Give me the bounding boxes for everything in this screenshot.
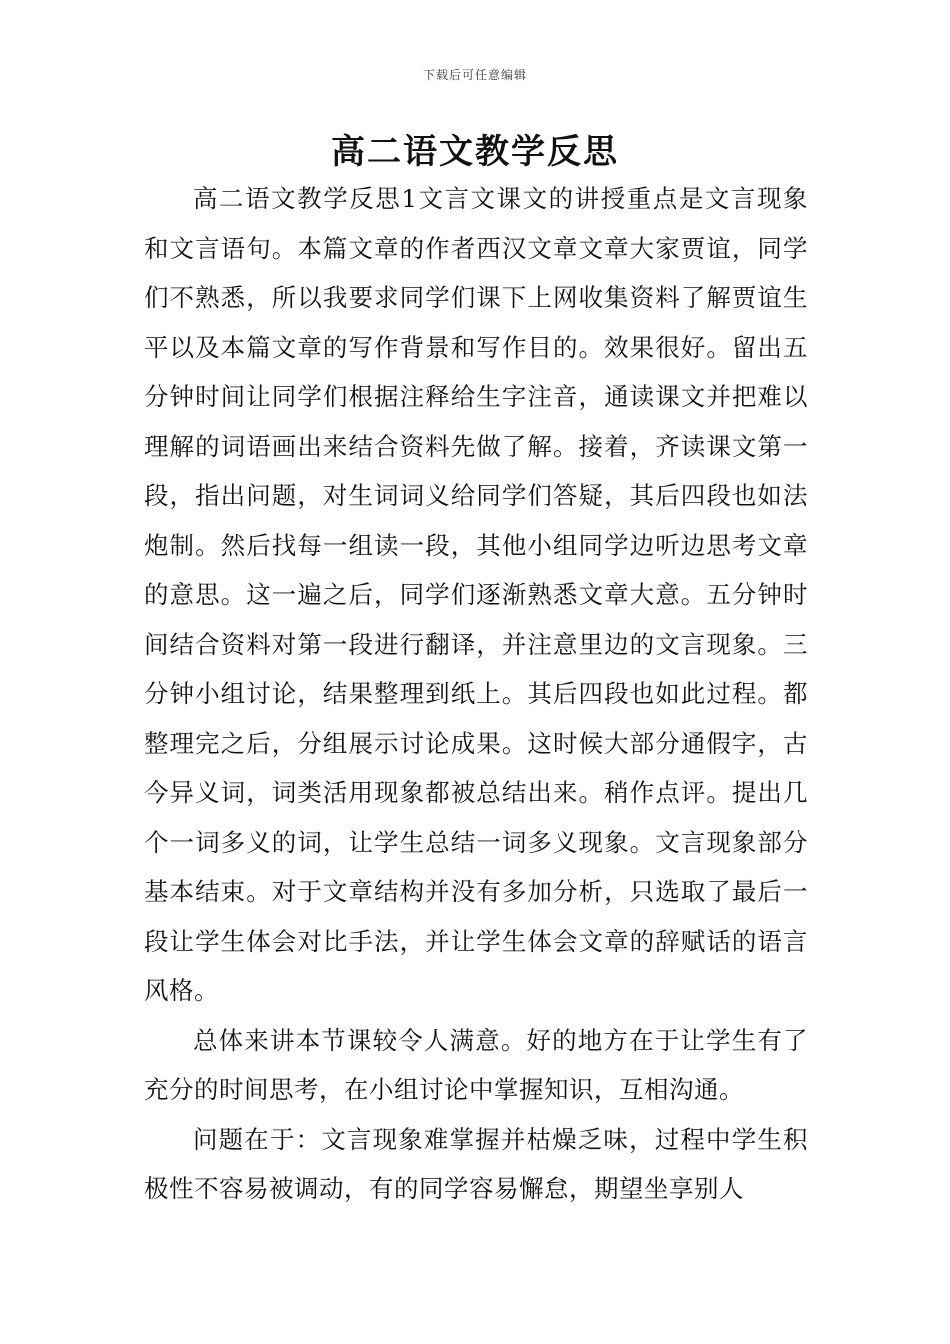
- document-body: [144, 174, 808, 1214]
- paragraph-2: 总体来讲本节课较令人满意。好的地方在于让学生有了充分的时间思考，在小组讨论中掌握知识，互相沟通。: [144, 1025, 808, 1104]
- paragraph-3: 问题在于：文言现象难掌握并枯燥乏味，过程中学生积极性不容易被调动，有的同学容易懈怠，期望坐享别人: [144, 1124, 808, 1203]
- paragraph-1: 高二语文教学反思1文言文课文的讲授重点是文言现象和文言语句。本篇文章的作者西汉文章文章大家贾谊，同学们不熟悉，所以我要求同学们课下上网收集资料了解贾谊生平以及本篇文章的写作背景和写作目的。效果很好。留出五分钟时间让同学们根据注释给生字注音，通读课文并把难以理解的词语画出来结合资料先做了解。接着，齐读课文第一段，指出问题，对生词词义给同学们答疑，其后四段也如法炮制。然后找每一组读一段，其他小组同学边听边思考文章的意思。这一遍之后，同学们逐渐熟悉文章大意。五分钟时间结合资料对第一段进行翻译，并注意里边的文言现象。三分钟小组讨论，结果整理到纸上。其后四段也如此过程。都整理完之后，分组展示讨论成果。这时候大部分通假字，古今异义词，词类活用现象都被总结出来。稍作点评。提出几个一词多义的词，让学生总结一词多义现象。文言现象部分基本结束。对于文章结构并没有多加分析，只选取了最后一段让学生体会对比手法，并让学生体会文章的辞赋话的语言风格。: [144, 184, 808, 1005]
- header-note: 下载后可任意编辑: [422, 68, 527, 82]
- document-title: 高二语文教学反思: [331, 132, 619, 172]
